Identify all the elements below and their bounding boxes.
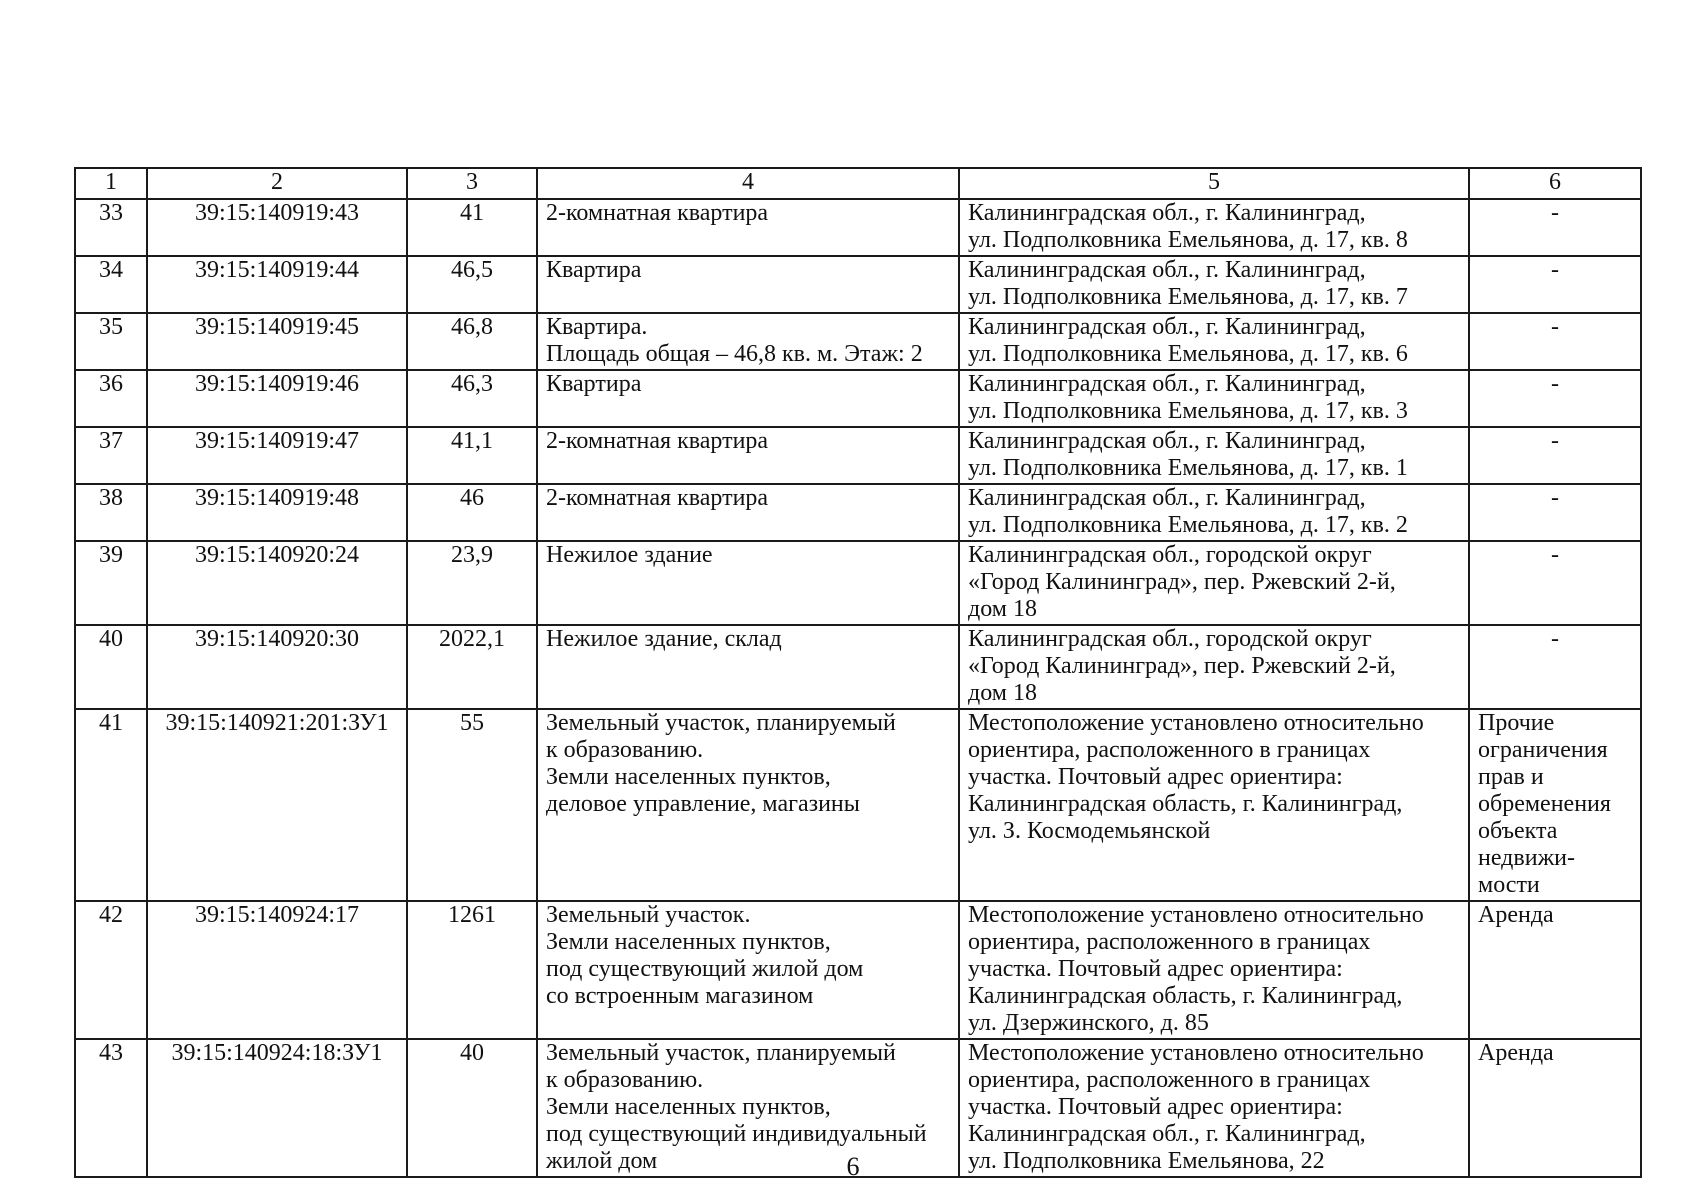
row-number: 36	[75, 370, 147, 427]
header-col-3: 3	[407, 168, 537, 199]
cadastral-number: 39:15:140920:24	[147, 541, 407, 625]
cadastral-number: 39:15:140919:48	[147, 484, 407, 541]
row-number: 43	[75, 1039, 147, 1177]
cadastral-number: 39:15:140919:43	[147, 199, 407, 256]
object-address: Калининградская обл., г. Калининград, ул. Подполковника Емельянова, д. 17, кв. 3	[959, 370, 1469, 427]
header-col-2: 2	[147, 168, 407, 199]
row-number: 35	[75, 313, 147, 370]
row-number: 37	[75, 427, 147, 484]
table-body	[75, 199, 1641, 1177]
row-number: 41	[75, 709, 147, 901]
table-header	[75, 168, 1641, 199]
table-row	[75, 256, 1641, 313]
object-address: Калининградская обл., г. Калининград, ул. Подполковника Емельянова, д. 17, кв. 2	[959, 484, 1469, 541]
table-row	[75, 625, 1641, 709]
property-register-table	[74, 167, 1642, 1178]
object-description: Земельный участок, планируемый к образованию. Земли населенных пунктов, под существующий индивидуальный жилой дом	[537, 1039, 959, 1177]
area-value: 23,9	[407, 541, 537, 625]
object-address: Калининградская обл., г. Калининград, ул. Подполковника Емельянова, д. 17, кв. 8	[959, 199, 1469, 256]
row-number: 42	[75, 901, 147, 1039]
table-row	[75, 199, 1641, 256]
area-value: 41,1	[407, 427, 537, 484]
restrictions: -	[1469, 427, 1641, 484]
header-col-1: 1	[75, 168, 147, 199]
restrictions: Прочие ограничения прав и обременения объекта недвижи- мости	[1469, 709, 1641, 901]
object-description: Земельный участок, планируемый к образованию. Земли населенных пунктов, деловое управление, магазины	[537, 709, 959, 901]
object-description: Нежилое здание, склад	[537, 625, 959, 709]
object-address: Местоположение установлено относительно ориентира, расположенного в границах участка. Почтовый адрес ориентира: Калининградская обл., г. Калининград, ул. Подполковника Емельянова, 22	[959, 1039, 1469, 1177]
cadastral-number: 39:15:140924:17	[147, 901, 407, 1039]
row-number: 39	[75, 541, 147, 625]
row-number: 40	[75, 625, 147, 709]
restrictions: Аренда	[1469, 901, 1641, 1039]
object-description: Квартира	[537, 256, 959, 313]
table-row	[75, 709, 1641, 901]
restrictions: -	[1469, 541, 1641, 625]
object-description: 2-комнатная квартира	[537, 199, 959, 256]
object-description: Квартира. Площадь общая – 46,8 кв. м. Этаж: 2	[537, 313, 959, 370]
area-value: 41	[407, 199, 537, 256]
cadastral-number: 39:15:140919:47	[147, 427, 407, 484]
cadastral-number: 39:15:140920:30	[147, 625, 407, 709]
restrictions: -	[1469, 370, 1641, 427]
area-value: 40	[407, 1039, 537, 1177]
restrictions: -	[1469, 313, 1641, 370]
header-row	[75, 168, 1641, 199]
area-value: 1261	[407, 901, 537, 1039]
row-number: 34	[75, 256, 147, 313]
restrictions: -	[1469, 199, 1641, 256]
table-row	[75, 901, 1641, 1039]
table-row	[75, 541, 1641, 625]
object-address: Калининградская обл., г. Калининград, ул. Подполковника Емельянова, д. 17, кв. 6	[959, 313, 1469, 370]
object-description: Нежилое здание	[537, 541, 959, 625]
row-number: 38	[75, 484, 147, 541]
object-description: 2-комнатная квартира	[537, 484, 959, 541]
area-value: 46,3	[407, 370, 537, 427]
object-address: Калининградская обл., г. Калининград, ул. Подполковника Емельянова, д. 17, кв. 1	[959, 427, 1469, 484]
header-col-5: 5	[959, 168, 1469, 199]
area-value: 55	[407, 709, 537, 901]
area-value: 46	[407, 484, 537, 541]
area-value: 46,5	[407, 256, 537, 313]
restrictions: Аренда	[1469, 1039, 1641, 1177]
table-row	[75, 370, 1641, 427]
cadastral-number: 39:15:140919:46	[147, 370, 407, 427]
header-col-4: 4	[537, 168, 959, 199]
table-row	[75, 427, 1641, 484]
page-number: 6	[846, 1152, 860, 1181]
object-description: Квартира	[537, 370, 959, 427]
cadastral-number: 39:15:140924:18:ЗУ1	[147, 1039, 407, 1177]
cadastral-number: 39:15:140921:201:ЗУ1	[147, 709, 407, 901]
header-col-6: 6	[1469, 168, 1641, 199]
cadastral-number: 39:15:140919:45	[147, 313, 407, 370]
object-address: Местоположение установлено относительно ориентира, расположенного в границах участка. Почтовый адрес ориентира: Калининградская область, г. Калининград, ул. Дзержинского, д. 85	[959, 901, 1469, 1039]
object-address: Калининградская обл., г. Калининград, ул. Подполковника Емельянова, д. 17, кв. 7	[959, 256, 1469, 313]
row-number: 33	[75, 199, 147, 256]
area-value: 46,8	[407, 313, 537, 370]
restrictions: -	[1469, 484, 1641, 541]
restrictions: -	[1469, 625, 1641, 709]
object-address: Калининградская обл., городской округ «Город Калининград», пер. Ржевский 2-й, дом 18	[959, 541, 1469, 625]
table-row	[75, 484, 1641, 541]
object-address: Местоположение установлено относительно ориентира, расположенного в границах участка. Почтовый адрес ориентира: Калининградская область, г. Калининград, ул. З. Космодемьянской	[959, 709, 1469, 901]
object-description: Земельный участок. Земли населенных пунктов, под существующий жилой дом со встроенным магазином	[537, 901, 959, 1039]
object-address: Калининградская обл., городской округ «Город Калининград», пер. Ржевский 2-й, дом 18	[959, 625, 1469, 709]
object-description: 2-комнатная квартира	[537, 427, 959, 484]
area-value: 2022,1	[407, 625, 537, 709]
table-row	[75, 313, 1641, 370]
cadastral-number: 39:15:140919:44	[147, 256, 407, 313]
restrictions: -	[1469, 256, 1641, 313]
